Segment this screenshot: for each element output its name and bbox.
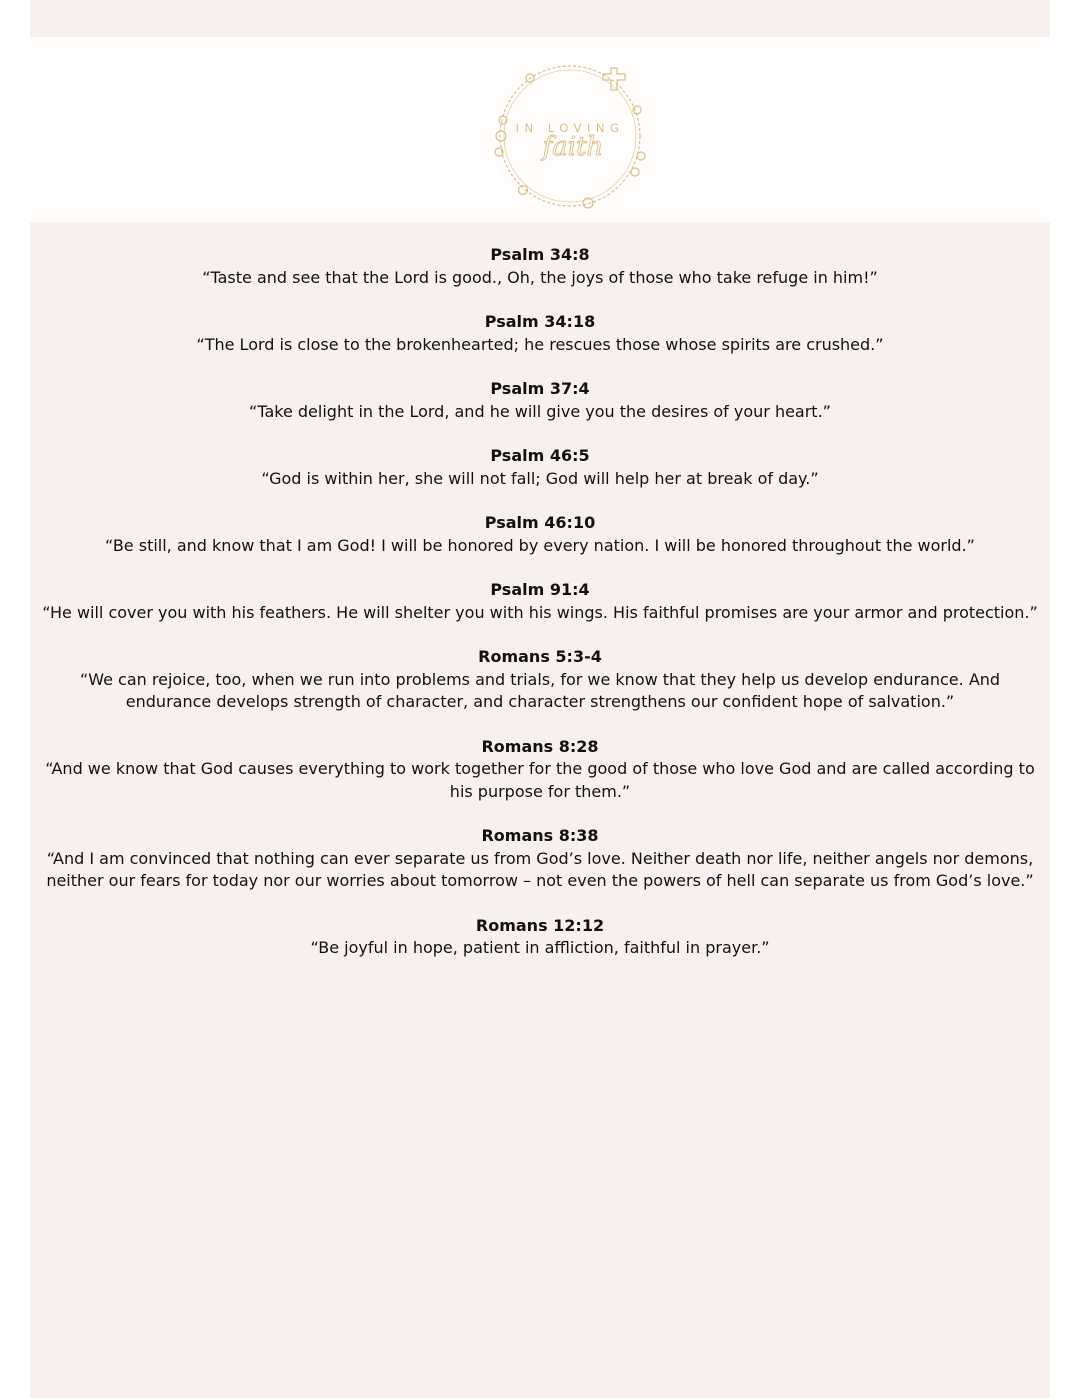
verse-reference: Psalm 37:4 (490, 379, 590, 398)
verse-item (30, 646, 1050, 714)
verse-text: “We can rejoice, too, when we run into problems and trials, for we know that they help us develop endurance. And endurance develops strength of character, and character strengthens our confident hope of salvation.” (79, 669, 1001, 711)
verse-item (30, 512, 1050, 557)
verse-reference: Romans 5:3-4 (478, 647, 602, 666)
verse-item (30, 378, 1050, 423)
verse-reference: Psalm 34:8 (490, 245, 590, 264)
verse-reference: Romans 8:38 (481, 826, 599, 845)
verse-reference: Romans 12:12 (475, 915, 605, 935)
verse-reference: Psalm 46:5 (490, 446, 590, 465)
verse-item (30, 244, 1050, 289)
verse-text: “Taste and see that the Lord is good., Oh, the joys of those who take refuge in him!” (202, 267, 878, 287)
verse-reference: Psalm 91:4 (490, 580, 590, 599)
top-band (30, 0, 1050, 37)
verse-item (30, 915, 1050, 960)
verse-item (30, 825, 1050, 893)
rosary-wreath-icon (485, 60, 655, 210)
logo (485, 60, 655, 210)
verse-text: “The Lord is close to the brokenhearted; he rescues those whose spirits are crushed.” (196, 334, 884, 354)
verse-text: “God is within her, she will not fall; God will help her at break of day.” (261, 468, 819, 488)
logo-line1: IN LOVING (515, 121, 625, 135)
verse-item (30, 579, 1050, 624)
verse-text: “He will cover you with his feathers. He will shelter you with his wings. His faithful promises are your armor and protection.” (42, 602, 1038, 622)
verse-text: “And I am convinced that nothing can ever separate us from God’s love. Neither death nor life, neither angels nor demons, neither our fears for today nor our worries about tomorrow – not even the powers of hell can separate us from God’s love.” (46, 848, 1034, 890)
verse-reference: Romans 8:28 (481, 736, 599, 756)
verse-list (30, 244, 1050, 982)
logo-area (30, 37, 1050, 222)
verse-text: “Be still, and know that I am God! I will be honored by every nation. I will be honored throughout the world.” (105, 535, 975, 555)
logo-line2: faith (542, 132, 604, 162)
verse-reference: Psalm 34:18 (484, 312, 596, 331)
verse-item (30, 736, 1050, 804)
verse-item (30, 311, 1050, 356)
verse-reference: Psalm 46:10 (484, 513, 596, 532)
verse-item (30, 445, 1050, 490)
verse-text: “Be joyful in hope, patient in affliction, faithful in prayer.” (310, 938, 770, 957)
verse-text: “Take delight in the Lord, and he will give you the desires of your heart.” (249, 401, 831, 421)
verse-text: “And we know that God causes everything to work together for the good of those who love God and are called according to his purpose for them.” (45, 759, 1035, 801)
content-panel (30, 222, 1050, 1398)
